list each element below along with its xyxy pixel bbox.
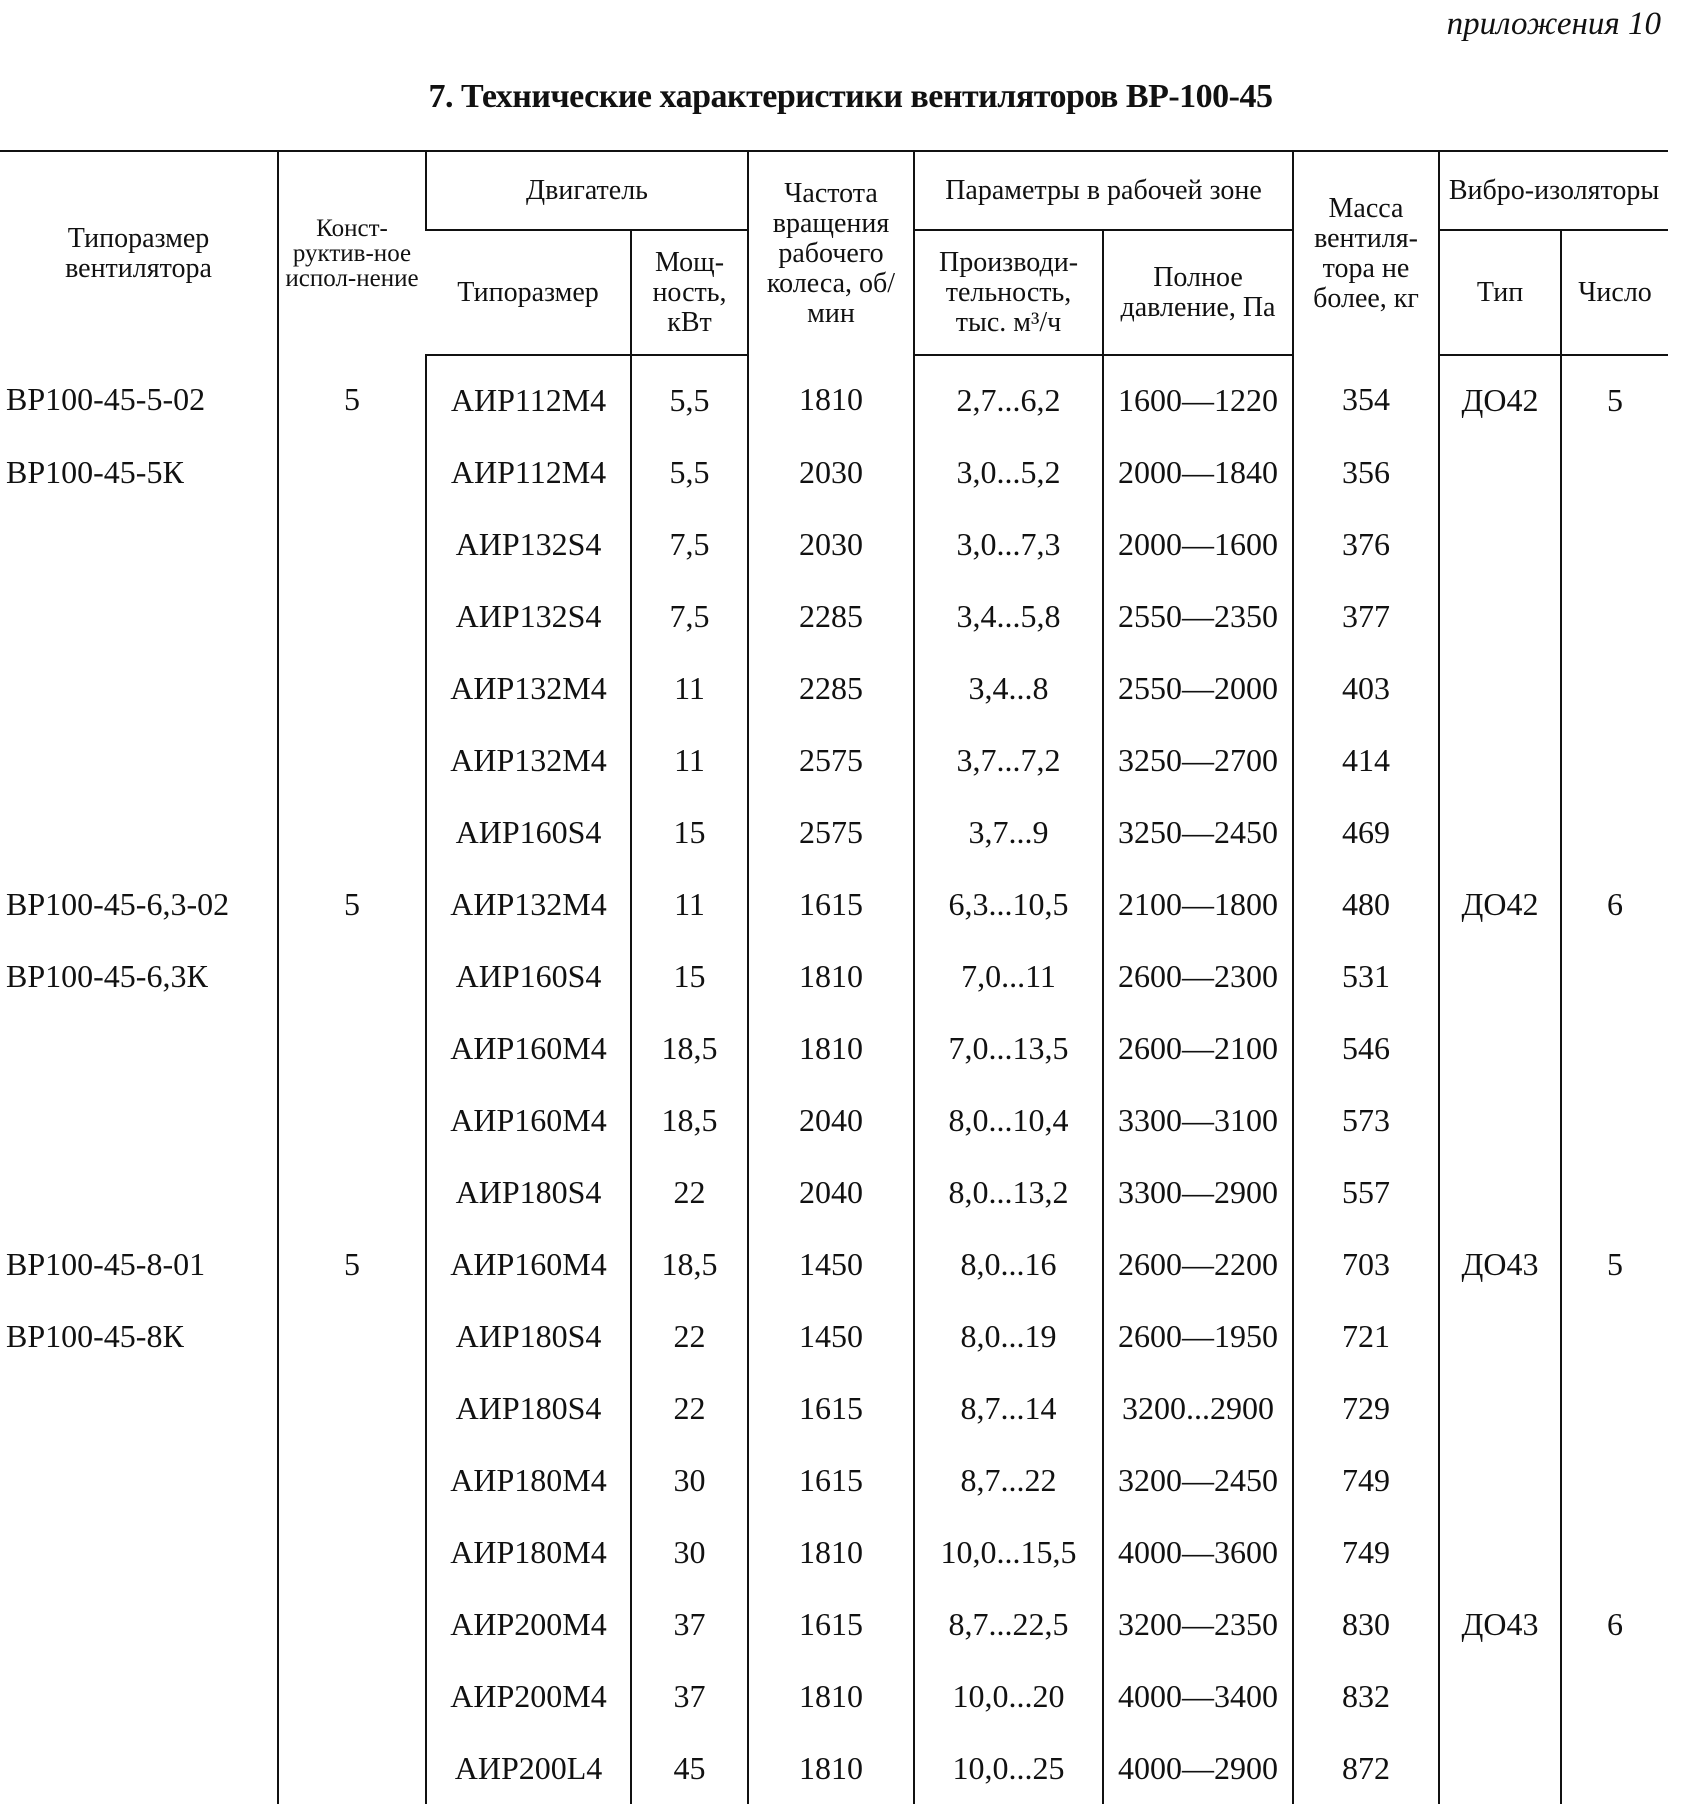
header-fan-size: Типоразмер вентилятора — [0, 151, 278, 355]
cell-design — [278, 1084, 426, 1156]
cell-fan-size — [0, 508, 278, 580]
cell-speed: 1615 — [748, 1588, 914, 1660]
cell-fan-size: ВР100-45-6,3К — [6, 957, 208, 994]
cell-pressure: 2600—1950 — [1103, 1300, 1293, 1372]
cell-motor-type: АИР132М4 — [426, 724, 631, 796]
table-row — [0, 724, 1668, 796]
cell-design — [278, 1516, 426, 1588]
cell-vib-type — [1439, 796, 1561, 868]
cell-motor-power: 5,5 — [631, 355, 748, 436]
cell-fan-size — [0, 1516, 278, 1588]
cell-mass: 721 — [1293, 1300, 1439, 1372]
cell-mass: 469 — [1293, 796, 1439, 868]
cell-motor-power: 22 — [631, 1156, 748, 1228]
cell-pressure: 3300—2900 — [1103, 1156, 1293, 1228]
cell-capacity: 3,0...7,3 — [914, 508, 1103, 580]
cell-vib-type — [1439, 1660, 1561, 1732]
cell-vib-count — [1561, 1084, 1668, 1156]
cell-motor-power: 18,5 — [631, 1228, 748, 1300]
cell-design — [278, 1732, 426, 1804]
cell-speed: 1615 — [748, 1444, 914, 1516]
cell-capacity: 3,7...9 — [914, 796, 1103, 868]
cell-vib-count — [1561, 1156, 1668, 1228]
cell-pressure: 2000—1840 — [1103, 436, 1293, 508]
table-row — [0, 940, 1668, 1012]
table-row — [0, 796, 1668, 868]
cell-fan-size — [0, 1084, 278, 1156]
cell-speed: 1810 — [748, 1732, 914, 1804]
cell-pressure: 2600—2100 — [1103, 1012, 1293, 1084]
cell-capacity: 6,3...10,5 — [914, 868, 1103, 940]
cell-mass: 749 — [1293, 1516, 1439, 1588]
cell-pressure: 3250—2700 — [1103, 724, 1293, 796]
cell-vib-count — [1561, 724, 1668, 796]
header-params-group: Параметры в рабочей зоне — [914, 151, 1293, 230]
cell-speed: 2575 — [748, 796, 914, 868]
cell-motor-type: АИР132М4 — [426, 868, 631, 940]
header-motor-type: Типоразмер — [426, 230, 631, 355]
cell-motor-power: 15 — [631, 940, 748, 1012]
cell-vib-count — [1561, 796, 1668, 868]
table-row — [0, 652, 1668, 724]
cell-motor-power: 11 — [631, 724, 748, 796]
table-row — [0, 1444, 1668, 1516]
cell-pressure: 2600—2300 — [1103, 940, 1293, 1012]
cell-fan-size — [0, 1372, 278, 1444]
cell-design — [278, 1300, 426, 1372]
cell-mass: 703 — [1293, 1228, 1439, 1300]
table-row — [0, 1084, 1668, 1156]
cell-pressure: 3200...2900 — [1103, 1372, 1293, 1444]
cell-design — [278, 940, 426, 1012]
cell-capacity: 8,7...22 — [914, 1444, 1103, 1516]
table-row — [0, 580, 1668, 652]
cell-speed: 1450 — [748, 1228, 914, 1300]
table-row — [0, 1516, 1668, 1588]
cell-design: 5 — [278, 1228, 426, 1300]
cell-speed: 1615 — [748, 868, 914, 940]
cell-mass: 354 — [1293, 355, 1439, 436]
cell-motor-power: 5,5 — [631, 436, 748, 508]
cell-design — [278, 508, 426, 580]
cell-vib-count — [1561, 652, 1668, 724]
cell-vib-type — [1439, 1084, 1561, 1156]
cell-motor-type: АИР132М4 — [426, 652, 631, 724]
cell-design — [278, 724, 426, 796]
cell-vib-type: ДО42 — [1439, 355, 1561, 436]
cell-mass: 376 — [1293, 508, 1439, 580]
cell-capacity: 8,0...19 — [914, 1300, 1103, 1372]
cell-design — [278, 580, 426, 652]
header-vib-count: Число — [1561, 230, 1668, 355]
cell-speed: 1810 — [748, 1516, 914, 1588]
cell-motor-type: АИР132S4 — [426, 508, 631, 580]
cell-motor-power: 45 — [631, 1732, 748, 1804]
cell-capacity: 8,0...16 — [914, 1228, 1103, 1300]
cell-design — [278, 1156, 426, 1228]
cell-speed: 1810 — [748, 940, 914, 1012]
cell-motor-power: 30 — [631, 1444, 748, 1516]
cell-speed: 1450 — [748, 1300, 914, 1372]
cell-motor-type: АИР180S4 — [426, 1372, 631, 1444]
cell-fan-size: ВР100-45-8К — [6, 1317, 184, 1354]
cell-design — [278, 1660, 426, 1732]
cell-vib-type — [1439, 940, 1561, 1012]
page-title: 7. Технические характеристики вентиляторов ВР-100-45 — [428, 78, 1273, 115]
cell-vib-count — [1561, 1372, 1668, 1444]
cell-speed: 1615 — [748, 1372, 914, 1444]
cell-design: 5 — [278, 355, 426, 436]
cell-motor-power: 18,5 — [631, 1084, 748, 1156]
cell-vib-type: ДО43 — [1439, 1588, 1561, 1660]
cell-vib-type — [1439, 580, 1561, 652]
cell-fan-size — [0, 580, 278, 652]
cell-vib-type — [1439, 652, 1561, 724]
table-body — [0, 355, 1668, 1804]
table-row — [0, 355, 1668, 436]
header-motor-power: Мощ-ность, кВт — [631, 230, 748, 355]
cell-mass: 749 — [1293, 1444, 1439, 1516]
table-row — [0, 1732, 1668, 1804]
cell-motor-type: АИР200М4 — [426, 1660, 631, 1732]
cell-design — [278, 436, 426, 508]
table-row — [0, 868, 1668, 940]
cell-motor-type: АИР200L4 — [426, 1732, 631, 1804]
table-row — [0, 1372, 1668, 1444]
cell-design — [278, 1588, 426, 1660]
cell-pressure: 2550—2350 — [1103, 580, 1293, 652]
table-row — [0, 1660, 1668, 1732]
cell-motor-type: АИР180S4 — [426, 1156, 631, 1228]
header-pressure: Полное давление, Па — [1103, 230, 1293, 355]
cell-vib-count: 6 — [1561, 1588, 1668, 1660]
header-speed: Частота вращения рабочего колеса, об/мин — [748, 151, 914, 355]
cell-speed: 1810 — [748, 355, 914, 436]
cell-pressure: 2000—1600 — [1103, 508, 1293, 580]
cell-capacity: 3,4...5,8 — [914, 580, 1103, 652]
cell-vib-count — [1561, 1660, 1668, 1732]
cell-design: 5 — [278, 868, 426, 940]
cell-vib-type — [1439, 1372, 1561, 1444]
cell-speed: 1810 — [748, 1012, 914, 1084]
header-design: Конст-руктив-ное испол-нение — [278, 151, 426, 355]
cell-design — [278, 796, 426, 868]
cell-pressure: 4000—3400 — [1103, 1660, 1293, 1732]
cell-vib-count: 5 — [1561, 355, 1668, 436]
cell-design — [278, 1444, 426, 1516]
table-row — [0, 1228, 1668, 1300]
cell-speed: 2040 — [748, 1084, 914, 1156]
cell-pressure: 3200—2350 — [1103, 1588, 1293, 1660]
cell-vib-count — [1561, 436, 1668, 508]
cell-mass: 573 — [1293, 1084, 1439, 1156]
cell-motor-power: 22 — [631, 1300, 748, 1372]
cell-pressure: 2600—2200 — [1103, 1228, 1293, 1300]
cell-capacity: 8,7...22,5 — [914, 1588, 1103, 1660]
cell-capacity: 8,0...10,4 — [914, 1084, 1103, 1156]
cell-fan-size: ВР100-45-8-01 — [6, 1245, 206, 1282]
cell-capacity: 10,0...25 — [914, 1732, 1103, 1804]
cell-motor-power: 7,5 — [631, 508, 748, 580]
cell-vib-count — [1561, 1012, 1668, 1084]
cell-design — [278, 1012, 426, 1084]
cell-speed: 1810 — [748, 1660, 914, 1732]
cell-vib-type — [1439, 1516, 1561, 1588]
header-mass: Масса вентиля-тора не более, кг — [1293, 151, 1439, 355]
cell-vib-count — [1561, 580, 1668, 652]
cell-motor-power: 18,5 — [631, 1012, 748, 1084]
cell-fan-size — [0, 652, 278, 724]
cell-design — [278, 1372, 426, 1444]
fan-specs-table — [0, 150, 1668, 1804]
cell-vib-count — [1561, 940, 1668, 1012]
cell-mass: 377 — [1293, 580, 1439, 652]
cell-motor-type: АИР160М4 — [426, 1228, 631, 1300]
cell-motor-type: АИР160М4 — [426, 1084, 631, 1156]
cell-motor-type: АИР200М4 — [426, 1588, 631, 1660]
table-row — [0, 1588, 1668, 1660]
cell-fan-size: ВР100-45-5К — [6, 453, 184, 490]
cell-fan-size — [0, 724, 278, 796]
cell-fan-size — [0, 1444, 278, 1516]
cell-motor-type: АИР160М4 — [426, 1012, 631, 1084]
cell-motor-type: АИР160S4 — [426, 940, 631, 1012]
cell-vib-count: 5 — [1561, 1228, 1668, 1300]
cell-speed: 2040 — [748, 1156, 914, 1228]
cell-capacity: 10,0...20 — [914, 1660, 1103, 1732]
cell-vib-count — [1561, 1300, 1668, 1372]
header-vib-group: Вибро-изоляторы — [1439, 151, 1668, 230]
cell-vib-count — [1561, 1444, 1668, 1516]
cell-fan-size — [0, 1156, 278, 1228]
cell-capacity: 2,7...6,2 — [914, 355, 1103, 436]
cell-motor-power: 15 — [631, 796, 748, 868]
cell-mass: 480 — [1293, 868, 1439, 940]
cell-motor-power: 22 — [631, 1372, 748, 1444]
cell-vib-type — [1439, 436, 1561, 508]
cell-fan-size — [0, 1660, 278, 1732]
table-row — [0, 1156, 1668, 1228]
cell-mass: 356 — [1293, 436, 1439, 508]
cell-motor-type: АИР180М4 — [426, 1444, 631, 1516]
cell-vib-count — [1561, 1732, 1668, 1804]
cell-motor-type: АИР132S4 — [426, 580, 631, 652]
cell-fan-size — [0, 796, 278, 868]
cell-motor-type: АИР180S4 — [426, 1300, 631, 1372]
header-vib-type: Тип — [1439, 230, 1561, 355]
cell-speed: 2575 — [748, 724, 914, 796]
cell-fan-size — [0, 1732, 278, 1804]
cell-vib-type — [1439, 508, 1561, 580]
cell-speed: 2285 — [748, 652, 914, 724]
cell-fan-size: ВР100-45-6,3-02 — [6, 885, 230, 922]
cell-mass: 832 — [1293, 1660, 1439, 1732]
cell-motor-power: 11 — [631, 652, 748, 724]
cell-capacity: 8,0...13,2 — [914, 1156, 1103, 1228]
cell-motor-power: 7,5 — [631, 580, 748, 652]
cell-mass: 546 — [1293, 1012, 1439, 1084]
cell-mass: 729 — [1293, 1372, 1439, 1444]
cell-pressure: 1600—1220 — [1103, 355, 1293, 436]
cell-speed: 2030 — [748, 436, 914, 508]
cell-vib-type — [1439, 1444, 1561, 1516]
cell-motor-type: АИР112М4 — [426, 355, 631, 436]
cell-vib-count — [1561, 508, 1668, 580]
cell-speed: 2285 — [748, 580, 914, 652]
cell-motor-type: АИР112М4 — [426, 436, 631, 508]
header-capacity: Производи-тельность, тыс. м³/ч — [914, 230, 1103, 355]
cell-fan-size — [0, 1012, 278, 1084]
cell-fan-size: ВР100-45-5-02 — [6, 381, 206, 417]
cell-mass: 531 — [1293, 940, 1439, 1012]
cell-pressure: 4000—3600 — [1103, 1516, 1293, 1588]
cell-motor-type: АИР160S4 — [426, 796, 631, 868]
cell-pressure: 2100—1800 — [1103, 868, 1293, 940]
cell-capacity: 10,0...15,5 — [914, 1516, 1103, 1588]
table-row — [0, 436, 1668, 508]
cell-motor-type: АИР180М4 — [426, 1516, 631, 1588]
cell-capacity: 7,0...13,5 — [914, 1012, 1103, 1084]
cell-vib-type — [1439, 1300, 1561, 1372]
cell-capacity: 7,0...11 — [914, 940, 1103, 1012]
cell-pressure: 2550—2000 — [1103, 652, 1293, 724]
cell-capacity: 8,7...14 — [914, 1372, 1103, 1444]
header-motor-group: Двигатель — [426, 151, 748, 230]
cell-mass: 872 — [1293, 1732, 1439, 1804]
cell-pressure: 3300—3100 — [1103, 1084, 1293, 1156]
cell-vib-type — [1439, 1156, 1561, 1228]
table-row — [0, 1012, 1668, 1084]
cell-pressure: 4000—2900 — [1103, 1732, 1293, 1804]
cell-mass: 557 — [1293, 1156, 1439, 1228]
cell-vib-type: ДО42 — [1439, 868, 1561, 940]
cell-mass: 403 — [1293, 652, 1439, 724]
cell-fan-size — [0, 1588, 278, 1660]
cell-capacity: 3,4...8 — [914, 652, 1103, 724]
cell-mass: 414 — [1293, 724, 1439, 796]
cell-vib-type — [1439, 1732, 1561, 1804]
cell-design — [278, 652, 426, 724]
cell-pressure: 3250—2450 — [1103, 796, 1293, 868]
cell-motor-power: 37 — [631, 1588, 748, 1660]
cell-capacity: 3,0...5,2 — [914, 436, 1103, 508]
cell-motor-power: 37 — [631, 1660, 748, 1732]
cell-capacity: 3,7...7,2 — [914, 724, 1103, 796]
cell-vib-type: ДО43 — [1439, 1228, 1561, 1300]
cell-vib-count: 6 — [1561, 868, 1668, 940]
cell-vib-count — [1561, 1516, 1668, 1588]
table-row — [0, 508, 1668, 580]
cell-vib-type — [1439, 724, 1561, 796]
cell-motor-power: 11 — [631, 868, 748, 940]
cell-pressure: 3200—2450 — [1103, 1444, 1293, 1516]
cell-motor-power: 30 — [631, 1516, 748, 1588]
cell-vib-type — [1439, 1012, 1561, 1084]
cell-speed: 2030 — [748, 508, 914, 580]
table-row — [0, 1300, 1668, 1372]
running-head: приложения 10 — [1446, 6, 1661, 42]
cell-mass: 830 — [1293, 1588, 1439, 1660]
